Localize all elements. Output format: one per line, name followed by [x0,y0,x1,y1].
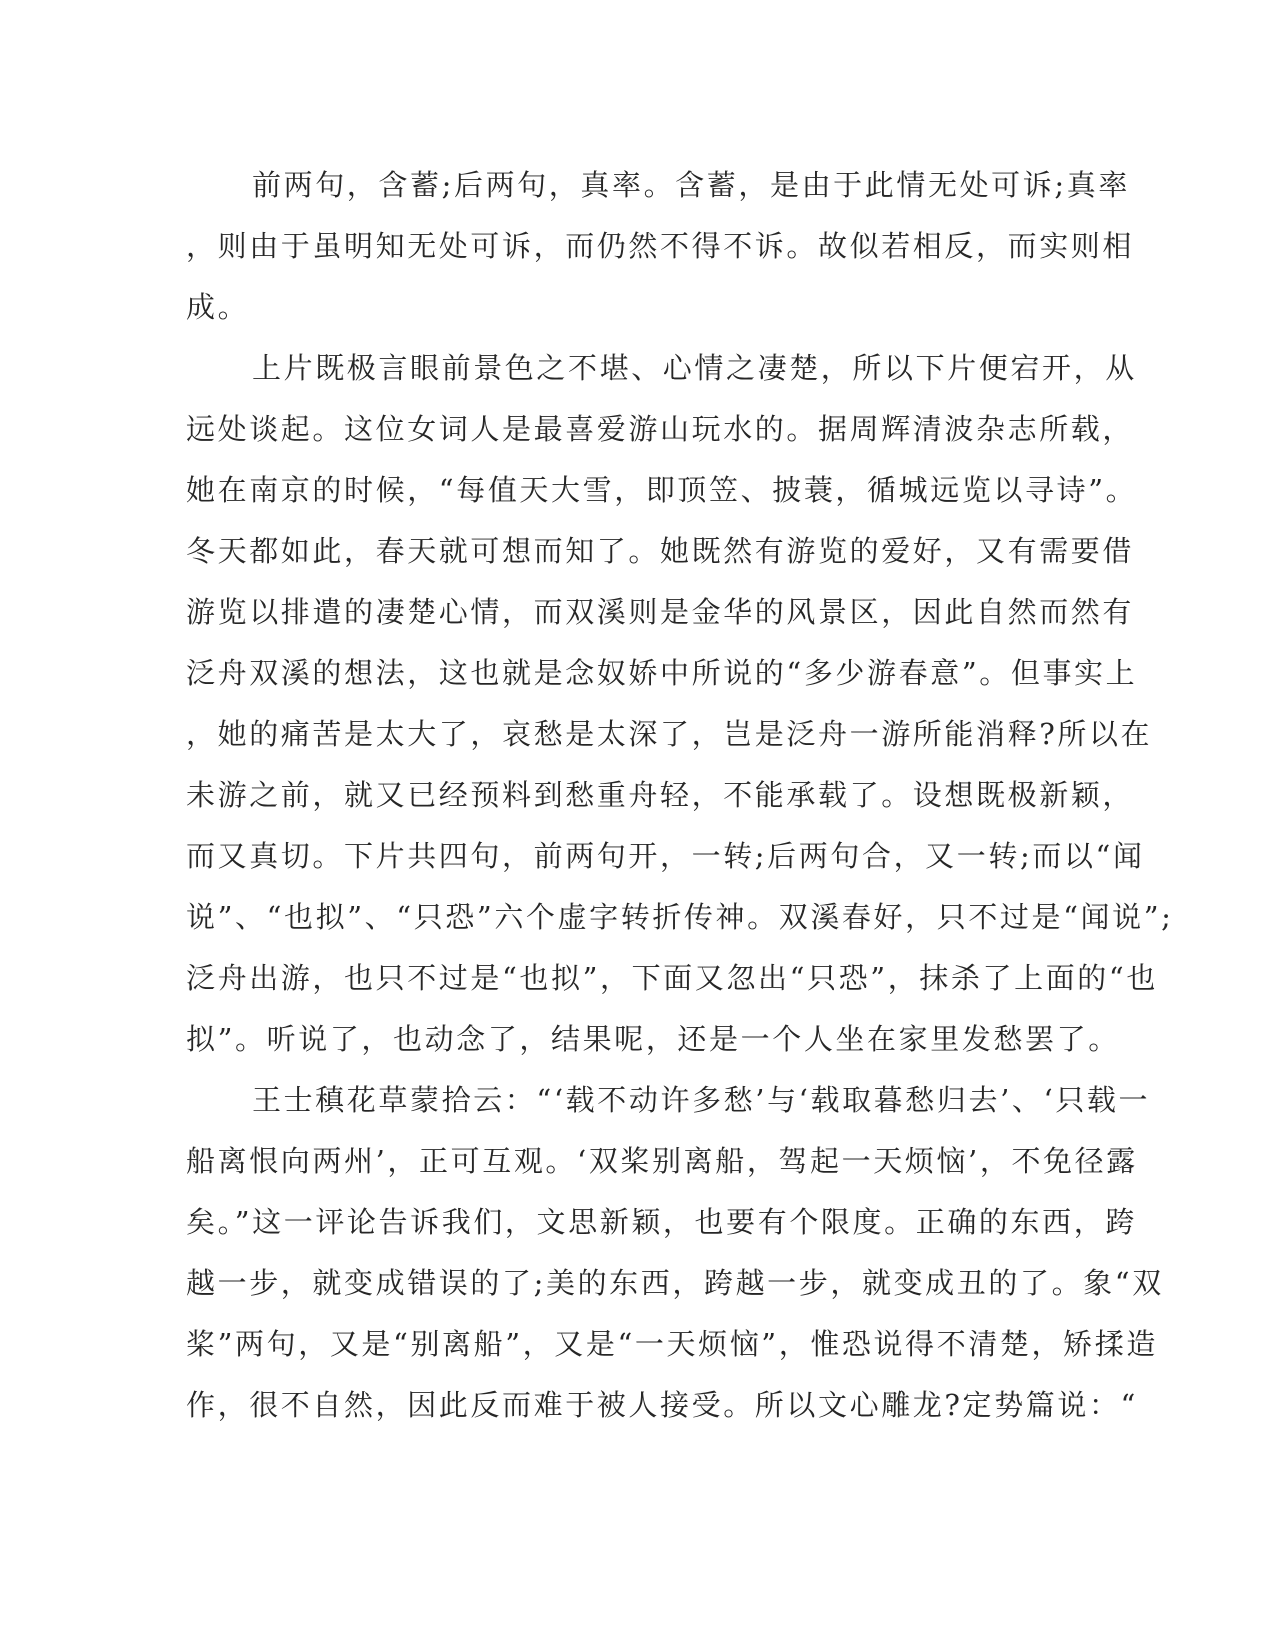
text-line: 而又真切。下片共四句，前两句开，一转;后两句合，又一转;而以“闻 [186,839,1145,873]
text-line: 作，很不自然，因此反而难于被人接受。所以文心雕龙?定势篇说：“ [186,1388,1138,1422]
text-line: 成。 [186,290,250,324]
text-line: 未游之前，就又已经预料到愁重舟轻，不能承载了。设想既极新颖， [186,778,1135,812]
text-line: 越一步，就变成错误的了;美的东西，跨越一步，就变成丑的了。象“双 [186,1266,1164,1300]
text-line: 矣。”这一评论告诉我们，文思新颖，也要有个限度。正确的东西，跨 [186,1205,1137,1239]
text-line: 拟”。听说了，也动念了，结果呢，还是一个人坐在家里发愁罢了。 [186,1022,1120,1056]
paragraph-3 [186,1070,1164,1436]
text-line: 游览以排遣的凄楚心情，而双溪则是金华的风景区，因此自然而然有 [186,595,1135,629]
text-line: 说”、“也拟”、“只恐”六个虚字转折传神。双溪春好，只不过是“闻说”; [186,900,1174,934]
text-line: 船离恨向两州’，正可互观。‘双桨别离船，驾起一天烦恼’，不免径露 [186,1144,1138,1178]
text-line: 前两句，含蓄;后两句，真率。含蓄，是由于此情无处可诉;真率 [252,168,1130,202]
text-line: ，则由于虽明知无处可诉，而仍然不得不诉。故似若相反，而实则相 [186,229,1135,263]
text-line: 王士稹花草蒙拾云：“‘载不动许多愁’与‘载取暮愁归去’、‘只载一 [252,1083,1151,1117]
paragraph-2 [186,338,1174,1070]
text-line: 远处谈起。这位女词人是最喜爱游山玩水的。据周辉清波杂志所载， [186,412,1135,446]
text-line: 上片既极言眼前景色之不堪、心情之凄楚，所以下片便宕开，从 [252,351,1137,385]
paragraph-1 [186,155,1135,338]
text-line: 泛舟双溪的想法，这也就是念奴娇中所说的“多少游春意”。但事实上 [186,656,1138,690]
text-line: 泛舟出游，也只不过是“也拟”，下面又忽出“只恐”，抹杀了上面的“也 [186,961,1158,995]
text-line: ，她的痛苦是太大了，哀愁是太深了，岂是泛舟一游所能消释?所以在 [186,717,1153,751]
document-body [186,155,1174,1436]
text-line: 桨”两句，又是“别离船”，又是“一天烦恼”，惟恐说得不清楚，矫揉造 [186,1327,1158,1361]
text-line: 她在南京的时候，“每值天大雪，即顶笠、披蓑，循城远览以寻诗”。 [186,473,1138,507]
text-line: 冬天都如此，春天就可想而知了。她既然有游览的爱好，又有需要借 [186,534,1135,568]
